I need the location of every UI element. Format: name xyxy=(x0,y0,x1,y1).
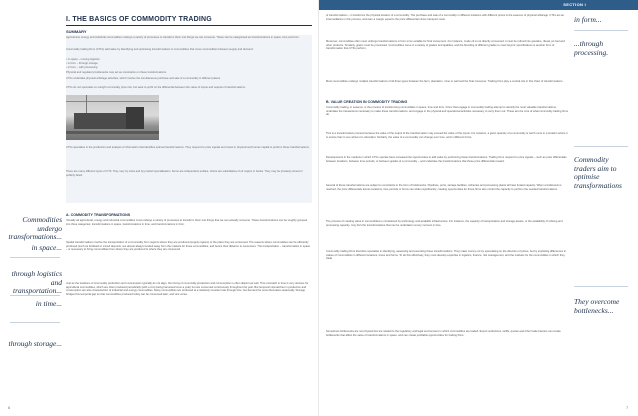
body-para: The process of creating value in commodities is constrained by technology and available infrastructure. For instance, the capacity of transportation and storage assets, or the availability of refining and processing capacity, may limit the transformations that can be undertaken at any moment in time. xyxy=(326,220,563,227)
margin-note: Commodities undergo transformations... xyxy=(8,215,62,241)
summary-bullet: • in space – moving logistics xyxy=(66,58,100,61)
page-number-right: 7 xyxy=(626,405,629,410)
body-para: Virtually all agricultural, energy and industrial commodities must undergo a variety of processes to transform them into things that we can actually consume. These transformations can be roughly grouped into three categories: transformations in space, transformations in time, and transformations in form. xyxy=(66,219,308,226)
body-para: Spatial transformations involve the transportation of a commodity from regions where they are produced (supply regions) to the place they are consumed. The reasons where commodities can be efficiently produced (such as fertilised or mined deposits, are almost always located away from the markets for those commodities, and hence their distance to consumers. The transportation – transformation in space – is necessary to bring commodities from where they are produced to where they are consumed. xyxy=(66,241,311,252)
summary-para: Physical and regulatory bottlenecks may act as constraints on these transformations. xyxy=(66,71,167,74)
body-para: Most commodities undergo multiple transformations of all three types between the farm, plantation, mine or well and the final consumer. Trading firms play a central role in this chain of transformations. xyxy=(326,80,564,83)
body-para: Developments in the markets in which CTFs operate have increased the opportunities to add value by performing these transformations. Trading firms respond to price signals – such as price differentials between locations, between time periods, or between grades of a commodity – and undertake the transformations that those price differentials reward. xyxy=(326,156,567,163)
summary-para: CTFs specialise in the production and analysis of information that identifies optimal transformations. They respond to price signals and invest in physical and human capital to perform these transformations. xyxy=(66,146,310,149)
body-para: Sometimes bottlenecks are not physical but are related to the regulatory and legal environment in which commodities are traded. Export restrictions, tariffs, quotas and other trade barriers can create bottlenecks that affect the value of transformations in space, and can create profitable opportunities for trading firms. xyxy=(326,330,561,337)
margin-note: Commodity traders aim to optimise transformations xyxy=(574,155,622,190)
section-label: SECTION I xyxy=(563,2,586,7)
margin-note: in space... xyxy=(31,243,62,252)
section-b-heading: B. VALUE CREATION IN COMMODITY TRADING xyxy=(326,100,408,104)
summary-bullet: • in form – through storage xyxy=(66,62,98,65)
margin-note: through logistics and transportation... xyxy=(11,269,62,295)
note-separator xyxy=(574,30,628,31)
note-separator xyxy=(574,146,628,147)
page-gutter xyxy=(318,0,319,416)
note-separator xyxy=(574,286,628,287)
body-para: Several of these transformations are subject to constraints in the form of bottlenecks. Pipelines, ports, storage facilities, refineries and processing plants all have limited capacity. When a bottleneck is reached, the price differentials across locations, time periods or forms can widen significantly, creating opportunities for those firms who control the capacity to perform the needed transformations. xyxy=(326,184,562,191)
summary-heading: SUMMARY xyxy=(66,29,87,34)
margin-note: They overcome bottlenecks... xyxy=(574,297,620,315)
summary-para: There are many different types of CTF. They vary by sizes and by product specialisation. Some are independent entities, others are subsidiaries of oil majors or banks. They may be privately owned or publicly listed. xyxy=(66,170,303,177)
note-separator xyxy=(10,295,60,296)
body-para: of transformations – it transforms the physical location of a commodity. The purchase and sale of a commodity in different locations with different prices is the essence of physical arbitrage. CTFs act as intermediaries in this process, and earn a margin equal to the price differential minus transport costs. xyxy=(326,14,564,21)
body-para: Commodity trading firms therefore specialise in identifying, assessing and executing these transformations. They make money not by speculating on the direction of prices, but by exploiting differences in values of commodities in different locations, times and forms. To do this effectively, they must develop expertise in logistics, finance, risk management, and the markets for the commodities in which they trade. xyxy=(326,250,566,261)
body-para: Just as the locations of commodity production and consumption typically do not align, the timing of commodity production and consumption is often disjoint as well. This mismatch in time is very obvious for agricultural commodities, which are often produced periodically (with a crop being harvested once a year) but are consumed continuously throughout the year. But temporal mismatches in production and consumption are also characteristic of industrial and energy commodities. Many commodities are produced at a relatively constant rate through time, but demand for some fluctuates seasonally. Storage bridges this temporal gap so that commodities produced today can be consumed later, and vice versa. xyxy=(66,282,309,296)
summary-para: CTFs do not speculate on outright commodity price risk, but seek to profit on the differential between the value of inputs and outputs of transformations. xyxy=(66,86,246,89)
margin-note: through storage... xyxy=(8,339,62,348)
note-separator xyxy=(10,257,60,258)
section-a-heading: A. COMMODITY TRANSFORMATIONS xyxy=(66,213,131,217)
summary-para: Agricultural, energy and industrial commodities undergo a variety of processes to transform them into things we can consume. These can be categorised as transformations in space, time and form. xyxy=(66,36,300,39)
margin-note: in form... xyxy=(574,15,602,24)
body-para: Commodity trading, in essence, is the process of transforming commodities in space, time and form. Firms that engage in commodity trading attempt to identify the most valuable transformations, undertake the transactions necessary to make these transformations, and engage in the physical and operational activities necessary to carry them out. These are the core of what commodity trading firms do. xyxy=(326,106,568,117)
body-para: This is a transformative process because the value of the output of the transformation may exceed the value of the inputs. For instance, a given quantity of a commodity is worth more in a location where it is scarce than in one where it is abundant. Similarly, the value of a commodity can change over time, and in different forms. xyxy=(326,132,568,139)
left-page-topbar xyxy=(0,0,319,10)
title-rule xyxy=(66,25,312,26)
summary-para: CTFs undertake physical arbitrage activities, which involve the simultaneous purchase and sale of a commodity in different places. xyxy=(66,77,221,80)
summary-para: Commodity trading firms (CTFs) add value by identifying and optimising transformations in commodities that move commodities between supply and demand: xyxy=(66,48,254,51)
body-para: Moreover, commodities often must undergo transformations in form to be suitable for final consumers. For instance, crude oil is not directly consumed: it must be refined into gasoline, diesel, jet fuel and other products. Similarly, grains must be processed. Commodities come in a variety of grades and qualities, and the blending of different grades to meet buyers' specifications is another form of transformation that CTFs perform. xyxy=(326,40,565,51)
chapter-title: I. THE BASICS OF COMMODITY TRADING xyxy=(66,16,212,23)
note-separator xyxy=(10,322,60,323)
right-page-topbar xyxy=(319,0,638,10)
margin-note: ...through processing. xyxy=(574,39,609,57)
locomotive-photo xyxy=(66,95,159,140)
margin-note: in time... xyxy=(35,299,62,308)
page-number-left: 6 xyxy=(8,405,11,410)
summary-bullet: • in form – with processing xyxy=(66,66,98,69)
